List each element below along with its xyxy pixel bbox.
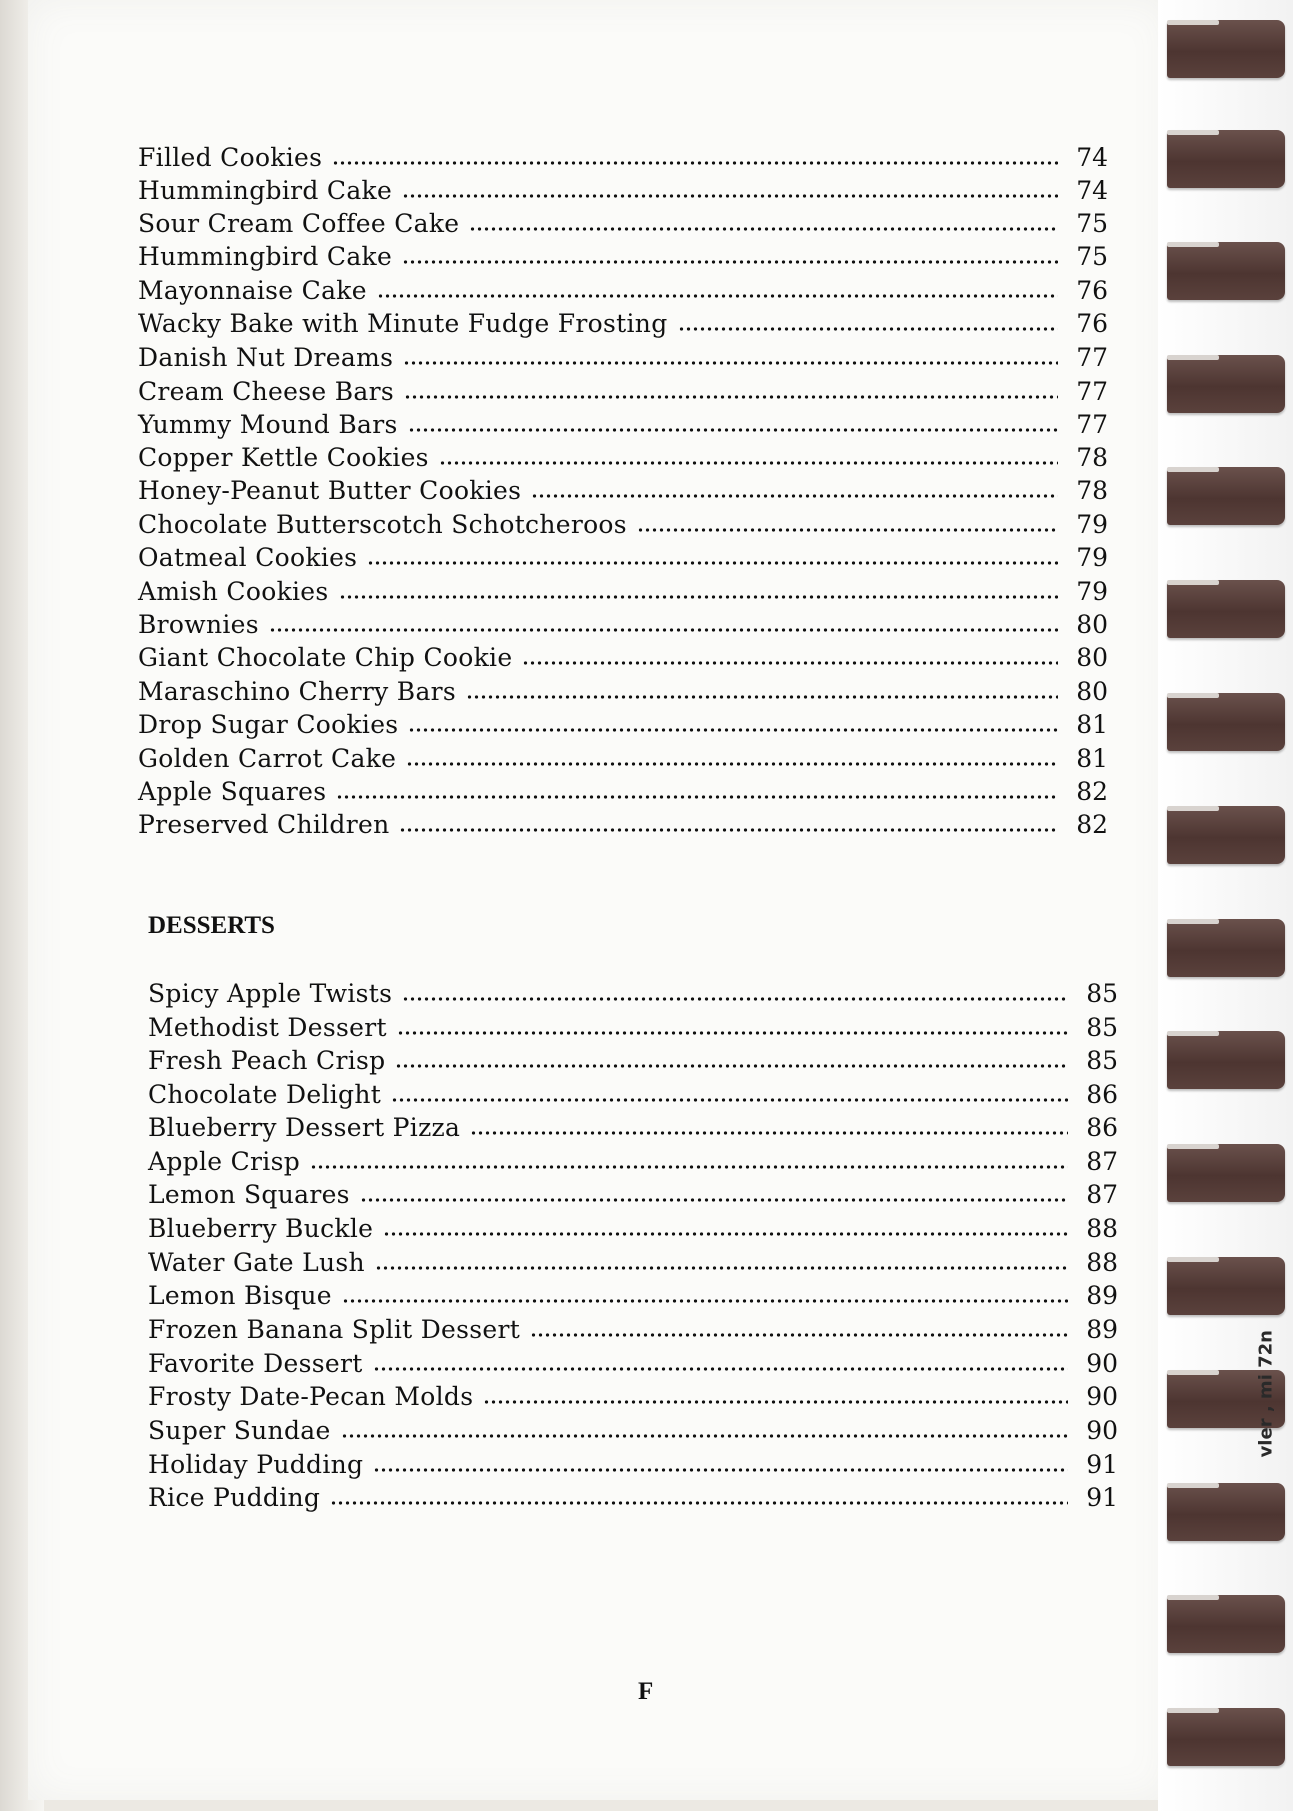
entry-title: Rice Pudding: [148, 1483, 321, 1512]
toc-entry[interactable]: [138, 343, 1108, 373]
dot-leader: [439, 460, 1058, 466]
toc-entry[interactable]: [138, 710, 1108, 740]
entry-page-number: 89: [1086, 1281, 1118, 1310]
toc-entry[interactable]: [138, 510, 1108, 540]
entry-title: Chocolate Delight: [148, 1080, 382, 1109]
dot-leader: [375, 1265, 1068, 1271]
binding-ring: [1167, 693, 1285, 751]
dot-leader: [483, 1399, 1068, 1405]
entry-page-number: 85: [1086, 979, 1118, 1008]
toc-entry[interactable]: [138, 810, 1108, 840]
dot-leader: [403, 360, 1058, 366]
entry-page-number: 74: [1076, 176, 1108, 205]
dot-leader: [391, 1097, 1068, 1103]
dot-leader: [404, 394, 1058, 400]
entry-page-number: 77: [1076, 410, 1108, 439]
entry-title: Frosty Date-Pecan Molds: [148, 1382, 474, 1411]
entry-page-number: 77: [1076, 377, 1108, 406]
binding-ring: [1167, 919, 1285, 977]
toc-entry[interactable]: [148, 1382, 1118, 1412]
spine-label: vler , mi 72n: [1255, 1330, 1276, 1458]
entry-page-number: 76: [1076, 276, 1108, 305]
dot-leader: [470, 1130, 1068, 1136]
entry-title: Blueberry Dessert Pizza: [148, 1113, 461, 1142]
toc-entry[interactable]: [148, 1315, 1118, 1345]
dot-leader: [466, 694, 1058, 700]
entry-title: Yummy Mound Bars: [138, 410, 398, 439]
toc-entry[interactable]: [148, 1180, 1118, 1210]
entry-title: Fresh Peach Crisp: [148, 1046, 386, 1075]
dot-leader: [383, 1231, 1068, 1237]
entry-page-number: 80: [1076, 610, 1108, 639]
dot-leader: [406, 761, 1058, 767]
dot-leader: [637, 527, 1058, 533]
toc-entry[interactable]: [138, 276, 1108, 306]
toc-entry[interactable]: [148, 979, 1118, 1009]
entry-page-number: 82: [1076, 777, 1108, 806]
toc-entry[interactable]: [138, 777, 1108, 807]
entry-page-number: 90: [1086, 1416, 1118, 1445]
toc-entry[interactable]: [148, 1281, 1118, 1311]
entry-title: Wacky Bake with Minute Fudge Frosting: [138, 309, 668, 338]
dot-leader: [377, 293, 1058, 299]
dot-leader: [342, 1298, 1068, 1304]
binding-ring: [1167, 1257, 1285, 1315]
toc-entry[interactable]: [138, 443, 1108, 473]
dot-leader: [373, 1366, 1068, 1372]
toc-entry[interactable]: [138, 176, 1108, 206]
binding-ring: [1167, 1144, 1285, 1202]
entry-page-number: 87: [1086, 1147, 1118, 1176]
toc-entry[interactable]: [138, 610, 1108, 640]
dot-leader: [336, 794, 1058, 800]
dot-leader: [373, 1467, 1068, 1473]
entry-title: Blueberry Buckle: [148, 1214, 374, 1243]
binding-ring: [1167, 130, 1285, 188]
entry-title: Oatmeal Cookies: [138, 543, 358, 572]
entry-title: Frozen Banana Split Dessert: [148, 1315, 521, 1344]
entry-title: Hummingbird Cake: [138, 242, 393, 271]
entry-title: Methodist Dessert: [148, 1013, 387, 1042]
dot-leader: [397, 1030, 1068, 1036]
toc-entry[interactable]: [138, 543, 1108, 573]
entry-title: Mayonnaise Cake: [138, 276, 367, 305]
dot-leader: [269, 627, 1058, 633]
entry-page-number: 76: [1076, 309, 1108, 338]
dot-leader: [402, 259, 1058, 265]
entry-title: Copper Kettle Cookies: [138, 443, 429, 472]
binding-ring: [1167, 580, 1285, 638]
entry-page-number: 79: [1076, 543, 1108, 572]
entry-page-number: 85: [1086, 1013, 1118, 1042]
entry-page-number: 75: [1076, 209, 1108, 238]
entry-page-number: 88: [1086, 1248, 1118, 1277]
entry-page-number: 90: [1086, 1382, 1118, 1411]
entry-title: Cream Cheese Bars: [138, 377, 394, 406]
entry-page-number: 90: [1086, 1349, 1118, 1378]
binding-ring: [1167, 467, 1285, 525]
entry-title: Honey-Peanut Butter Cookies: [138, 476, 522, 505]
binding-ring: [1167, 1595, 1285, 1653]
entry-title: Spicy Apple Twists: [148, 979, 393, 1008]
binding-ring: [1167, 20, 1285, 78]
toc-entry[interactable]: [138, 143, 1108, 173]
entry-page-number: 78: [1076, 476, 1108, 505]
entry-title: Favorite Dessert: [148, 1349, 363, 1378]
toc-entry[interactable]: [148, 1214, 1118, 1244]
entry-title: Hummingbird Cake: [138, 176, 393, 205]
entry-title: Chocolate Butterscotch Schotcheroos: [138, 510, 627, 539]
dot-leader: [522, 660, 1058, 666]
entry-title: Amish Cookies: [138, 577, 329, 606]
dot-leader: [360, 1197, 1068, 1203]
entry-title: Preserved Children: [138, 810, 390, 839]
dot-leader: [395, 1063, 1068, 1069]
toc-entry[interactable]: [148, 1483, 1118, 1513]
toc-entry[interactable]: [148, 1248, 1118, 1278]
entry-page-number: 79: [1076, 577, 1108, 606]
dot-leader: [367, 560, 1058, 566]
binding-ring: [1167, 806, 1285, 864]
binding-ring: [1167, 355, 1285, 413]
dot-leader: [402, 193, 1058, 199]
toc-entry[interactable]: [148, 1046, 1118, 1076]
entry-page-number: 74: [1076, 143, 1108, 172]
entry-title: Lemon Bisque: [148, 1281, 332, 1310]
entry-title: Super Sundae: [148, 1416, 331, 1445]
entry-title: Drop Sugar Cookies: [138, 710, 399, 739]
entry-page-number: 85: [1086, 1046, 1118, 1075]
dot-leader: [408, 727, 1058, 733]
dot-leader: [339, 594, 1058, 600]
toc-entry[interactable]: [138, 242, 1108, 272]
toc-entry[interactable]: [148, 1416, 1118, 1446]
entry-title: Danish Nut Dreams: [138, 343, 394, 372]
entry-title: Apple Crisp: [148, 1147, 301, 1176]
entry-page-number: 82: [1076, 810, 1108, 839]
dot-leader: [332, 160, 1058, 166]
toc-entry[interactable]: [148, 1013, 1118, 1043]
dot-leader: [469, 226, 1058, 232]
entry-page-number: 81: [1076, 744, 1108, 773]
entry-title: Water Gate Lush: [148, 1248, 365, 1277]
page-footer-letter: F: [638, 1678, 654, 1705]
binding-ring: [1167, 1031, 1285, 1089]
entry-title: Filled Cookies: [138, 143, 323, 172]
dot-leader: [330, 1500, 1068, 1506]
dot-leader: [399, 827, 1058, 833]
entry-page-number: 89: [1086, 1315, 1118, 1344]
toc-entry[interactable]: [148, 1450, 1118, 1480]
entry-title: Holiday Pudding: [148, 1450, 364, 1479]
entry-title: Apple Squares: [138, 777, 327, 806]
toc-entry[interactable]: [138, 209, 1108, 239]
entry-title: Giant Chocolate Chip Cookie: [138, 643, 513, 672]
entry-page-number: 86: [1086, 1113, 1118, 1142]
toc-entry[interactable]: [138, 410, 1108, 440]
entry-title: Brownies: [138, 610, 259, 639]
toc-entry[interactable]: [138, 677, 1108, 707]
toc-entry[interactable]: [138, 377, 1108, 407]
entry-page-number: 80: [1076, 677, 1108, 706]
entry-page-number: 78: [1076, 443, 1108, 472]
entry-page-number: 91: [1086, 1483, 1118, 1512]
dot-leader: [402, 996, 1068, 1002]
entry-page-number: 81: [1076, 710, 1108, 739]
section-heading-desserts: DESSERTS: [148, 912, 275, 939]
entry-page-number: 79: [1076, 510, 1108, 539]
entry-page-number: 75: [1076, 242, 1108, 271]
entry-page-number: 77: [1076, 343, 1108, 372]
entry-title: Lemon Squares: [148, 1180, 350, 1209]
dot-leader: [310, 1164, 1068, 1170]
binding-ring: [1167, 1483, 1285, 1541]
entry-page-number: 86: [1086, 1080, 1118, 1109]
toc-entry[interactable]: [148, 1349, 1118, 1379]
entry-title: Sour Cream Coffee Cake: [138, 209, 460, 238]
dot-leader: [341, 1433, 1068, 1439]
dot-leader: [408, 427, 1058, 433]
entry-page-number: 88: [1086, 1214, 1118, 1243]
toc-entry[interactable]: [148, 1080, 1118, 1110]
entry-title: Golden Carrot Cake: [138, 744, 397, 773]
spiral-binding: [1158, 0, 1293, 1811]
entry-title: Maraschino Cherry Bars: [138, 677, 457, 706]
dot-leader: [530, 1332, 1068, 1338]
dot-leader: [678, 326, 1058, 332]
toc-entry[interactable]: [138, 309, 1108, 339]
entry-page-number: 80: [1076, 643, 1108, 672]
entry-page-number: 91: [1086, 1450, 1118, 1479]
entry-page-number: 87: [1086, 1180, 1118, 1209]
toc-entry[interactable]: [138, 577, 1108, 607]
toc-entry[interactable]: [138, 643, 1108, 673]
toc-entry[interactable]: [138, 744, 1108, 774]
toc-entry[interactable]: [138, 476, 1108, 506]
binding-ring: [1167, 1708, 1285, 1766]
dot-leader: [531, 493, 1058, 499]
binding-ring: [1167, 242, 1285, 300]
toc-entry[interactable]: [148, 1147, 1118, 1177]
toc-entry[interactable]: [148, 1113, 1118, 1143]
